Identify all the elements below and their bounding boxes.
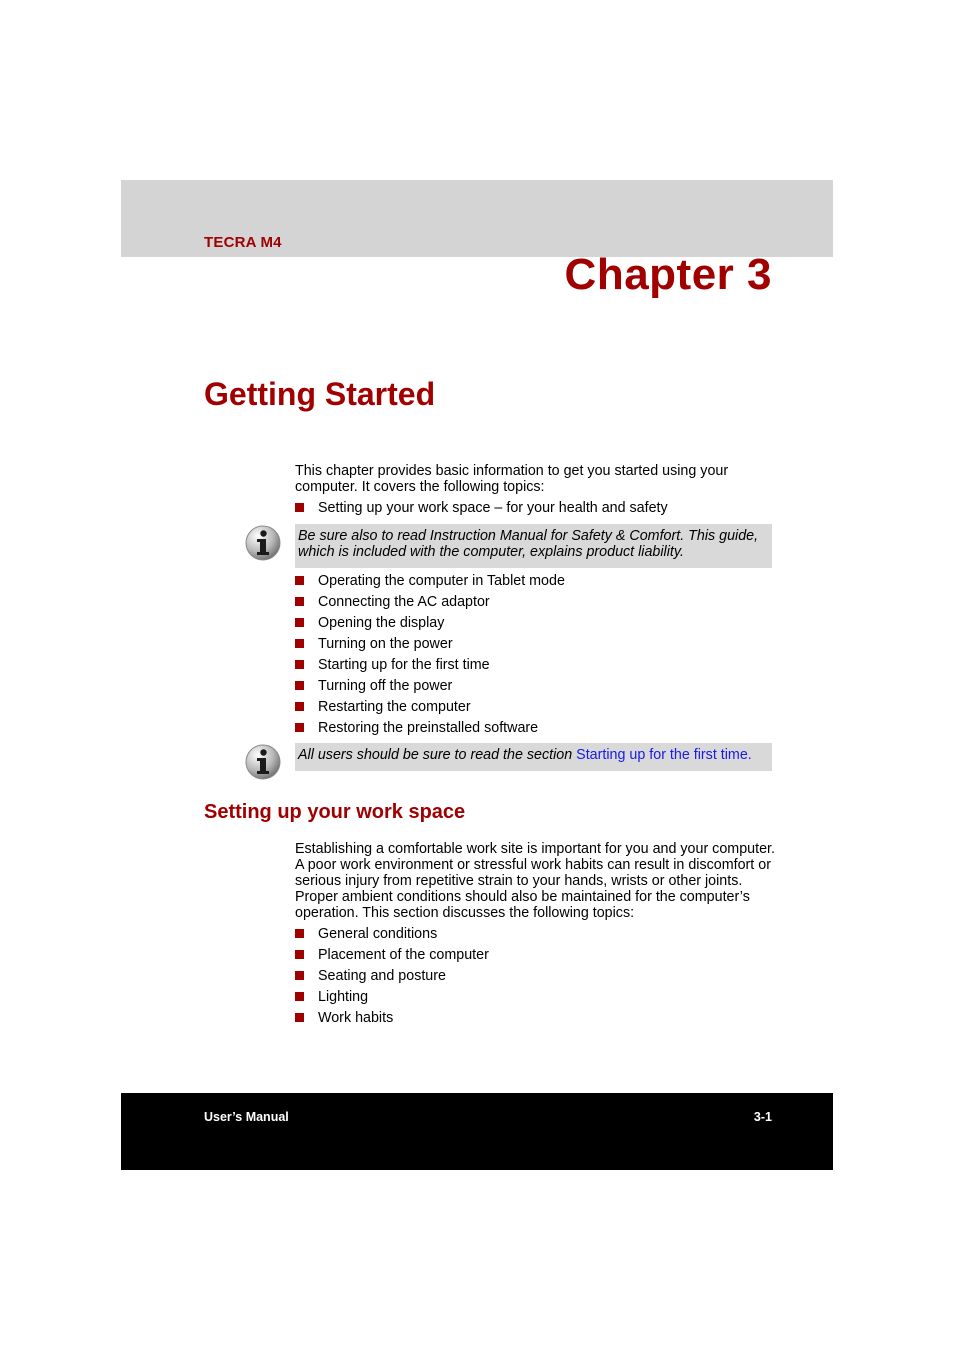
- list-item: [295, 594, 565, 615]
- note-box: [295, 524, 772, 568]
- list-item-label: Turning on the power: [318, 636, 453, 652]
- list-item: [295, 573, 565, 594]
- intro-paragraph: This chapter provides basic information to get you started using your computer. It covers the following topics:: [295, 463, 729, 495]
- list-item-label: Starting up for the first time: [318, 657, 490, 673]
- list-item-label: Work habits: [318, 1010, 394, 1026]
- list-item-label: Connecting the AC adaptor: [318, 594, 490, 610]
- footer-manual-label: User’s Manual: [204, 1110, 289, 1124]
- list-item-label: Setting up your work space – for your health and safety: [318, 500, 668, 516]
- list-item-label: Placement of the computer: [318, 947, 489, 963]
- note-box: [295, 743, 772, 771]
- square-bullet-icon: [295, 702, 304, 711]
- list-item-label: Operating the computer in Tablet mode: [318, 573, 565, 589]
- square-bullet-icon: [295, 929, 304, 938]
- square-bullet-icon: [295, 576, 304, 585]
- footer-band: [121, 1093, 833, 1170]
- list-item: [295, 678, 565, 699]
- list-item: [295, 500, 668, 521]
- list-item-label: General conditions: [318, 926, 438, 942]
- list-item: [295, 615, 565, 636]
- subsection-topic-list: [295, 926, 489, 1031]
- list-item: [295, 947, 489, 968]
- square-bullet-icon: [295, 597, 304, 606]
- list-item-label: Opening the display: [318, 615, 445, 631]
- subsection-paragraph: Establishing a comfortable work site is important for you and your computer. A poor work environment or stressful work habits can result in discomfort or serious injury from repetitive strain to your hands, wrists or other joints. Proper ambient conditions should also be maintained for the computer’s operation. This section discusses the following topics:: [295, 841, 775, 921]
- list-item: [295, 968, 489, 989]
- square-bullet-icon: [295, 660, 304, 669]
- square-bullet-icon: [295, 1013, 304, 1022]
- note-text: All users should be sure to read the section: [298, 747, 577, 763]
- list-item-label: Seating and posture: [318, 968, 446, 984]
- square-bullet-icon: [295, 618, 304, 627]
- topic-list-rest: [295, 573, 565, 741]
- info-icon: [245, 525, 281, 561]
- page-number: 3-1: [753, 1110, 772, 1124]
- list-item: [295, 657, 565, 678]
- chapter-title: Chapter 3: [564, 250, 772, 299]
- topic-list-first: [295, 500, 668, 521]
- section-title: Getting Started: [204, 376, 436, 412]
- list-item-label: Restarting the computer: [318, 699, 471, 715]
- square-bullet-icon: [295, 950, 304, 959]
- list-item-label: Restoring the preinstalled software: [318, 720, 539, 736]
- square-bullet-icon: [295, 503, 304, 512]
- list-item: [295, 989, 489, 1010]
- info-icon: [245, 744, 281, 780]
- square-bullet-icon: [295, 971, 304, 980]
- square-bullet-icon: [295, 723, 304, 732]
- product-name: TECRA M4: [204, 234, 282, 251]
- list-item: [295, 926, 489, 947]
- list-item: [295, 636, 565, 657]
- subsection-title: Setting up your work space: [204, 801, 466, 823]
- square-bullet-icon: [295, 639, 304, 648]
- list-item-label: Lighting: [318, 989, 369, 1005]
- note-text: Be sure also to read Instruction Manual for Safety & Comfort. This guide, which is included with the computer, explains product liability.: [298, 528, 759, 560]
- square-bullet-icon: [295, 681, 304, 690]
- list-item: [295, 699, 565, 720]
- list-item: [295, 1010, 489, 1031]
- list-item-label: Turning off the power: [318, 678, 453, 694]
- square-bullet-icon: [295, 992, 304, 1001]
- list-item: [295, 720, 565, 741]
- cross-reference-link[interactable]: Starting up for the first time.: [576, 747, 752, 763]
